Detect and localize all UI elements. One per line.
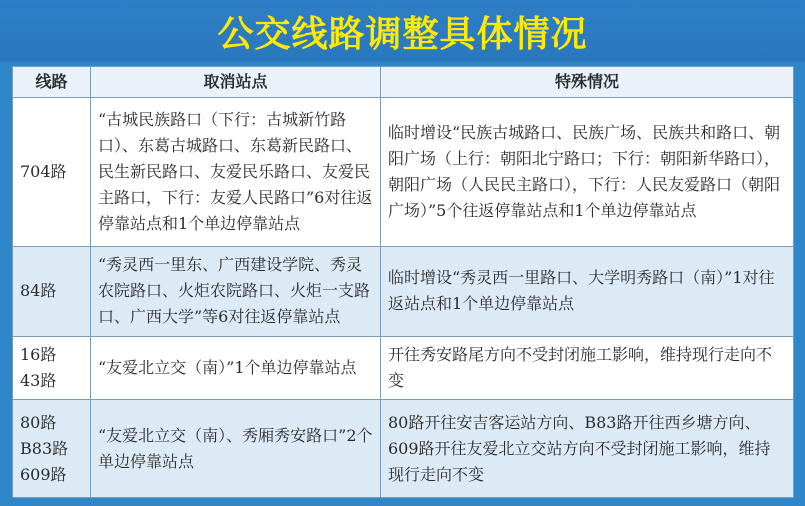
route-cell: 80路 B83路 609路 xyxy=(13,400,91,498)
header-route: 线路 xyxy=(13,67,91,98)
cancelled-stops-cell: “友爱北立交（南）、秀厢秀安路口”2个单边停靠站点 xyxy=(91,400,381,498)
page-title: 公交线路调整具体情况 xyxy=(0,0,805,62)
special-notes-cell: 80路开往安吉客运站方向、B83路开往西乡塘方向、609路开往友爱北立交站方向不受封闭施工影响，维持现行走向不变 xyxy=(381,400,794,498)
table-row xyxy=(13,336,794,399)
cancelled-stops-cell: “古城民族路口（下行：古城新竹路口）、东葛古城路口、东葛新民路口、民生新民路口、友爱民乐路口、友爱民主路口，下行：友爱人民路口”6对往返停靠站点和1个单边停靠站点 xyxy=(91,98,381,247)
route-cell: 84路 xyxy=(13,246,91,336)
route-adjustment-table xyxy=(12,66,794,498)
special-notes-cell: 临时增设“秀灵西一里路口、大学明秀路口（南）”1对往返站点和1个单边停靠站点 xyxy=(381,246,794,336)
header-special-notes: 特殊情况 xyxy=(381,67,794,98)
table-header-row xyxy=(13,67,794,98)
header-cancelled-stops: 取消站点 xyxy=(91,67,381,98)
route-cell: 704路 xyxy=(13,98,91,247)
cancelled-stops-cell: “秀灵西一里东、广西建设学院、秀灵农院路口、火炬农院路口、火炬一支路口、广西大学”等6对往返停靠站点 xyxy=(91,246,381,336)
cancelled-stops-cell: “友爱北立交（南）”1个单边停靠站点 xyxy=(91,336,381,399)
table-row xyxy=(13,400,794,498)
special-notes-cell: 临时增设“民族古城路口、民族广场、民族共和路口、朝阳广场（上行：朝阳北宁路口；下行：朝阳新华路口），朝阳广场（人民民主路口），下行：人民友爱路口（朝阳广场）”5个往返停靠站点和1个单边停靠站点 xyxy=(381,98,794,247)
special-notes-cell: 开往秀安路尾方向不受封闭施工影响，维持现行走向不变 xyxy=(381,336,794,399)
table-row xyxy=(13,246,794,336)
table-row xyxy=(13,98,794,247)
route-cell: 16路 43路 xyxy=(13,336,91,399)
